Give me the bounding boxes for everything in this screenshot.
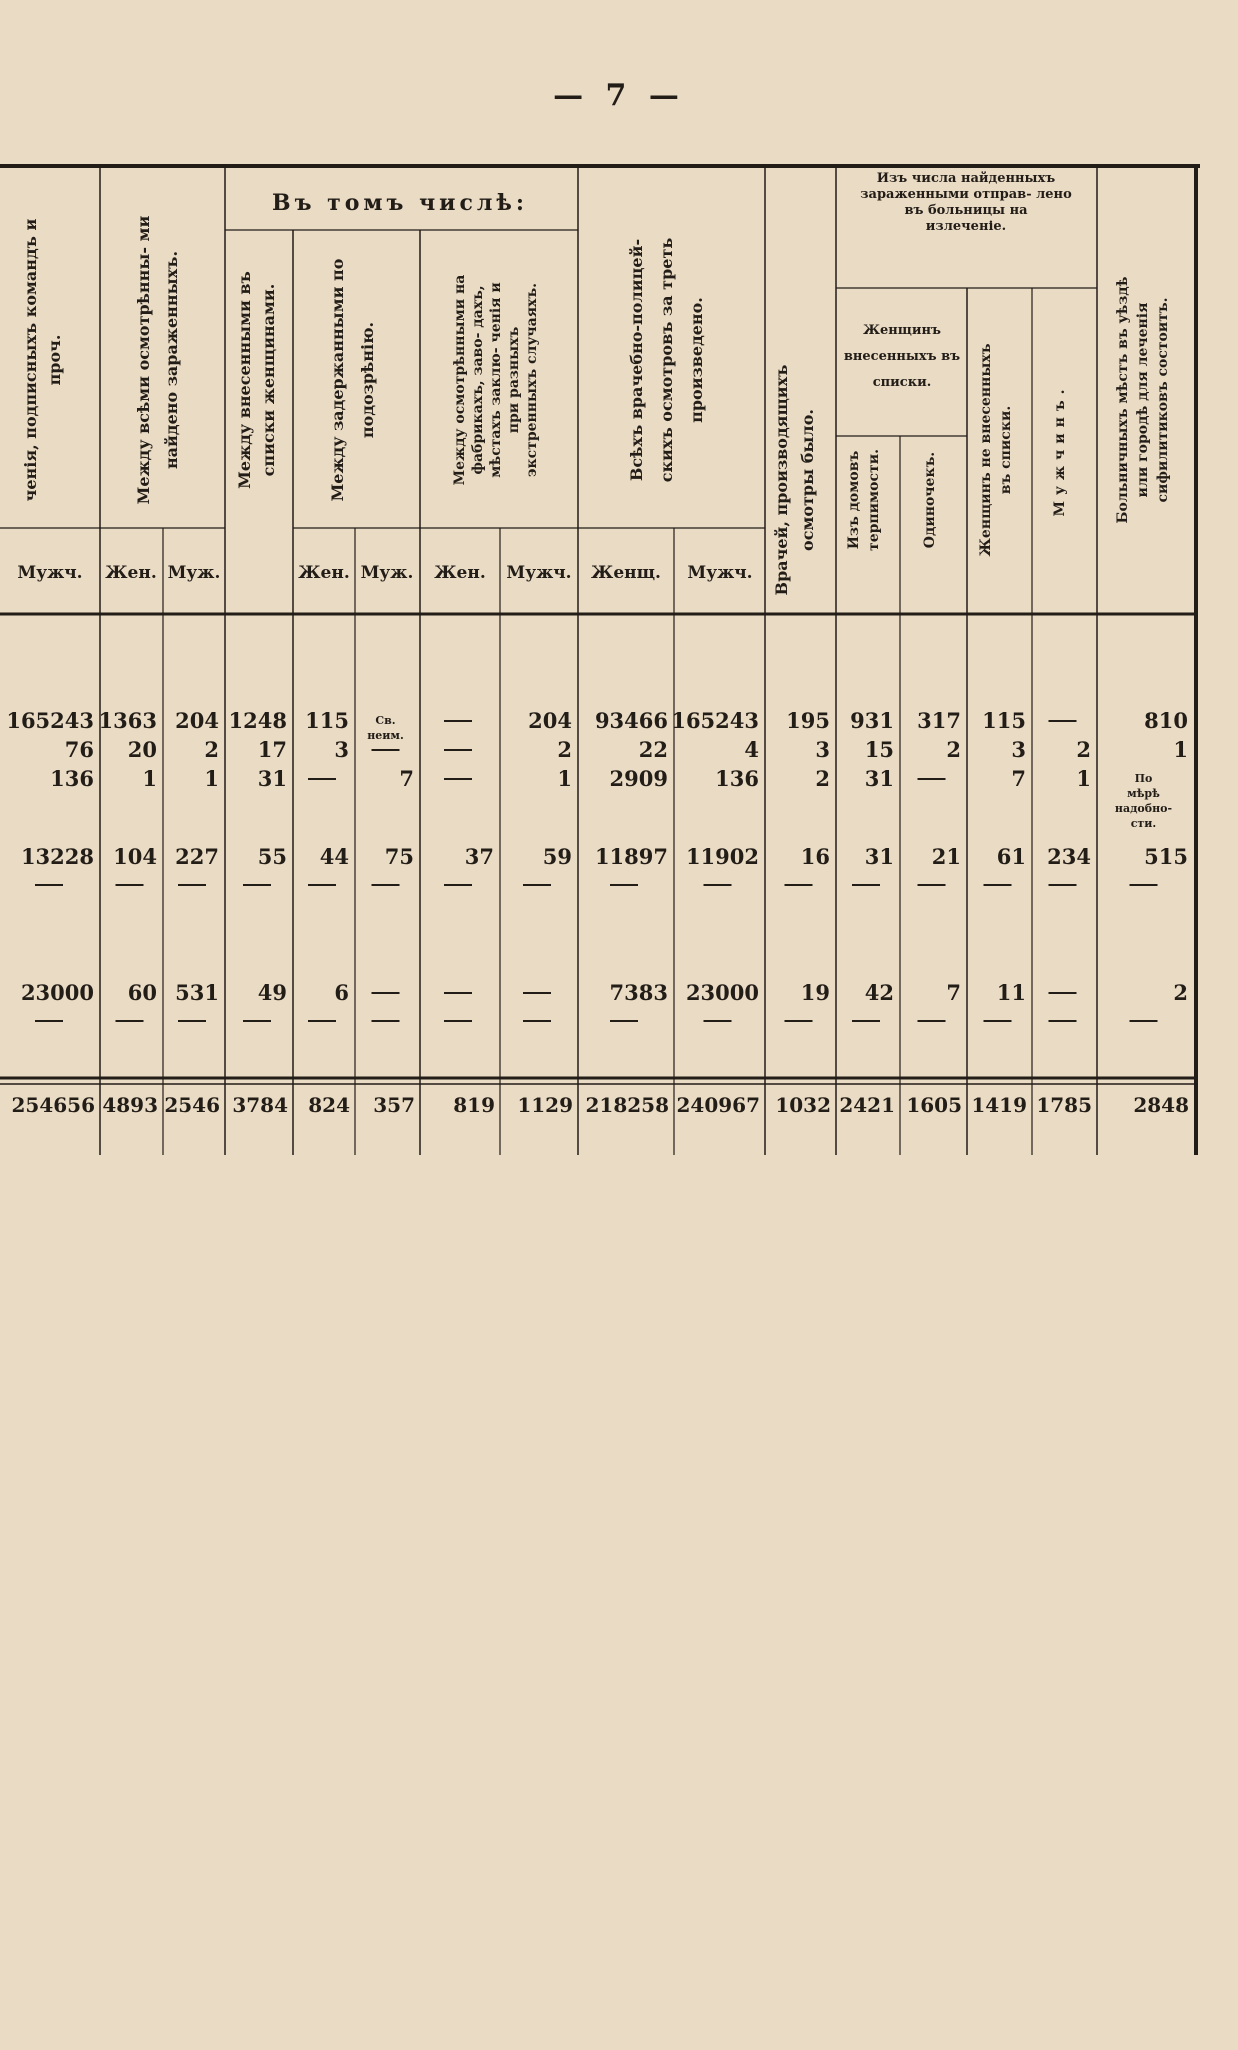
table-cell: 11 (996, 980, 1026, 1005)
table-cell: 11897 (594, 844, 668, 869)
table-cell: 6 (334, 980, 349, 1005)
total-cell: 1129 (517, 1093, 573, 1117)
header-g4: Врачей, производящихъ осмотры было. (772, 364, 817, 596)
table-cell: 21 (931, 844, 961, 869)
total-cell: 2546 (164, 1093, 220, 1117)
table-cell: 7 (946, 980, 961, 1005)
table-cell: 531 (175, 980, 219, 1005)
table-cell: 19 (800, 980, 830, 1005)
table-cell: 49 (257, 980, 287, 1005)
sub-header: Муж. (167, 563, 221, 583)
header-g2b: Между задержанными по подозрѣнію. (328, 258, 377, 502)
table-cell: 2 (946, 737, 961, 762)
table-cell: 204 (175, 708, 219, 733)
totals-row (12, 1093, 1190, 1117)
table-cell: 22 (638, 737, 668, 762)
page-number: — 7 — (553, 78, 685, 113)
header-g1: Между всѣми осмотрѣнны- ми найдено зараженныхъ. (134, 215, 181, 505)
total-cell: 1032 (775, 1093, 831, 1117)
sub-headers (17, 563, 752, 583)
table-cell: 60 (127, 980, 157, 1005)
table-cell: 3 (815, 737, 830, 762)
total-cell: 1785 (1036, 1093, 1092, 1117)
header-g2: Въ томъ числѣ: (272, 190, 528, 216)
header-g3: Всѣхъ врачебно-полицей- скихъ осмотровъ за треть произведено. (627, 237, 706, 483)
total-cell: 240967 (676, 1093, 760, 1117)
table-cell: 11902 (685, 844, 759, 869)
header-g5a2: Одиночекъ. (922, 451, 938, 549)
table-cell: 7383 (609, 980, 668, 1005)
header-g2a: Между внесенными въ списки женщинами. (235, 271, 278, 489)
table-cell: 2909 (609, 766, 668, 791)
table-cell: 7 (399, 766, 414, 791)
total-cell: 819 (453, 1093, 495, 1117)
table-cell: 75 (384, 844, 414, 869)
sub-header: Жен. (434, 563, 486, 583)
table-cell: 317 (917, 708, 961, 733)
total-cell: 2421 (839, 1093, 895, 1117)
column-headers (21, 171, 1171, 595)
table-cell: 115 (305, 708, 349, 733)
table-cell: 15 (864, 737, 894, 762)
header-g2c: Между осмотрѣнными на фабрикахъ, заво- дахъ, мѣстахъ заклю- ченія и при разныхъ экстренныхъ случаяхъ. (452, 274, 540, 486)
total-cell: 1419 (971, 1093, 1027, 1117)
sub-header: Мужч. (17, 563, 83, 583)
table-cell: 4 (744, 737, 759, 762)
table-cell: 1 (142, 766, 157, 791)
table-cell: 1 (1076, 766, 1091, 791)
table-cell: 2 (1173, 980, 1188, 1005)
table-cell: 31 (257, 766, 287, 791)
total-cell: 254656 (11, 1093, 95, 1117)
table-cell: 76 (64, 737, 94, 762)
header-g6: Больничныхъ мѣстъ въ уѣздѣ или городѣ для леченія сифилитиковъ состоитъ. (1115, 276, 1171, 524)
table-cell: 37 (464, 844, 494, 869)
table-cell: 31 (864, 766, 894, 791)
table-cell: 3 (334, 737, 349, 762)
table-cell: 16 (800, 844, 830, 869)
table-cell: 204 (528, 708, 572, 733)
table-cell: 2 (557, 737, 572, 762)
table-cell: 17 (257, 737, 287, 762)
table-cell: 44 (319, 844, 349, 869)
sub-header: Жен. (105, 563, 157, 583)
header-g5a: Женщинъ внесенныхъ въ списки. (843, 323, 961, 390)
table-cell: 1248 (228, 708, 287, 733)
table-cell: 136 (715, 766, 759, 791)
table-cell: 931 (850, 708, 894, 733)
table-cell: 42 (864, 980, 894, 1005)
table-cell: 3 (1011, 737, 1026, 762)
header-g0: ченія, подписныхъ командъ и проч. (21, 218, 64, 502)
table-cell: 2 (815, 766, 830, 791)
table-cell: По мѣрѣ надобно-сти. (1114, 772, 1173, 830)
table-cell: 1 (204, 766, 219, 791)
table-cell: 20 (127, 737, 157, 762)
total-cell: 2848 (1133, 1093, 1189, 1117)
header-g5c: Мужчинъ. (1052, 383, 1068, 517)
table-cell: 115 (982, 708, 1026, 733)
table-cell: 234 (1047, 844, 1091, 869)
table-cell: 61 (996, 844, 1026, 869)
table-cell: 2 (1076, 737, 1091, 762)
table-cell: 1 (557, 766, 572, 791)
table-cell: 165243 (671, 708, 759, 733)
table-cell: 23000 (20, 980, 94, 1005)
table-cell: 93466 (594, 708, 668, 733)
total-cell: 357 (373, 1093, 415, 1117)
table-cell: 810 (1144, 708, 1188, 733)
header-g5: Изъ числа найденныхъ зараженными отправ- лено въ больницы на излеченіе. (860, 171, 1072, 234)
table-cell: 104 (113, 844, 157, 869)
sub-header: Мужч. (687, 563, 753, 583)
table-cell: 165243 (6, 708, 94, 733)
sub-header: Мужч. (506, 563, 572, 583)
table-cell: 195 (786, 708, 830, 733)
table-cell: 31 (864, 844, 894, 869)
table-cell: 59 (542, 844, 572, 869)
total-cell: 4893 (102, 1093, 158, 1117)
table-cell: 515 (1144, 844, 1188, 869)
total-cell: 218258 (585, 1093, 669, 1117)
total-cell: 1605 (906, 1093, 962, 1117)
table-cell: 7 (1011, 766, 1026, 791)
table-cell: 1363 (98, 708, 157, 733)
table-cell: 13228 (20, 844, 94, 869)
table-body (6, 708, 1188, 1021)
sub-header: Женщ. (591, 563, 661, 583)
total-cell: 824 (308, 1093, 350, 1117)
table-cell: 136 (50, 766, 94, 791)
table-cell: 227 (175, 844, 219, 869)
table-cell: Св. неим. (367, 714, 404, 742)
sub-header: Жен. (298, 563, 350, 583)
sub-header: Муж. (360, 563, 414, 583)
table-cell: 55 (257, 844, 287, 869)
table-cell: 1 (1173, 737, 1188, 762)
table-cell: 2 (204, 737, 219, 762)
table-cell: 23000 (685, 980, 759, 1005)
header-g5a1: Изъ домовъ терпимости. (846, 449, 882, 551)
header-g5b: Женщинъ не внесенныхъ въ списки. (978, 343, 1014, 557)
total-cell: 3784 (232, 1093, 288, 1117)
